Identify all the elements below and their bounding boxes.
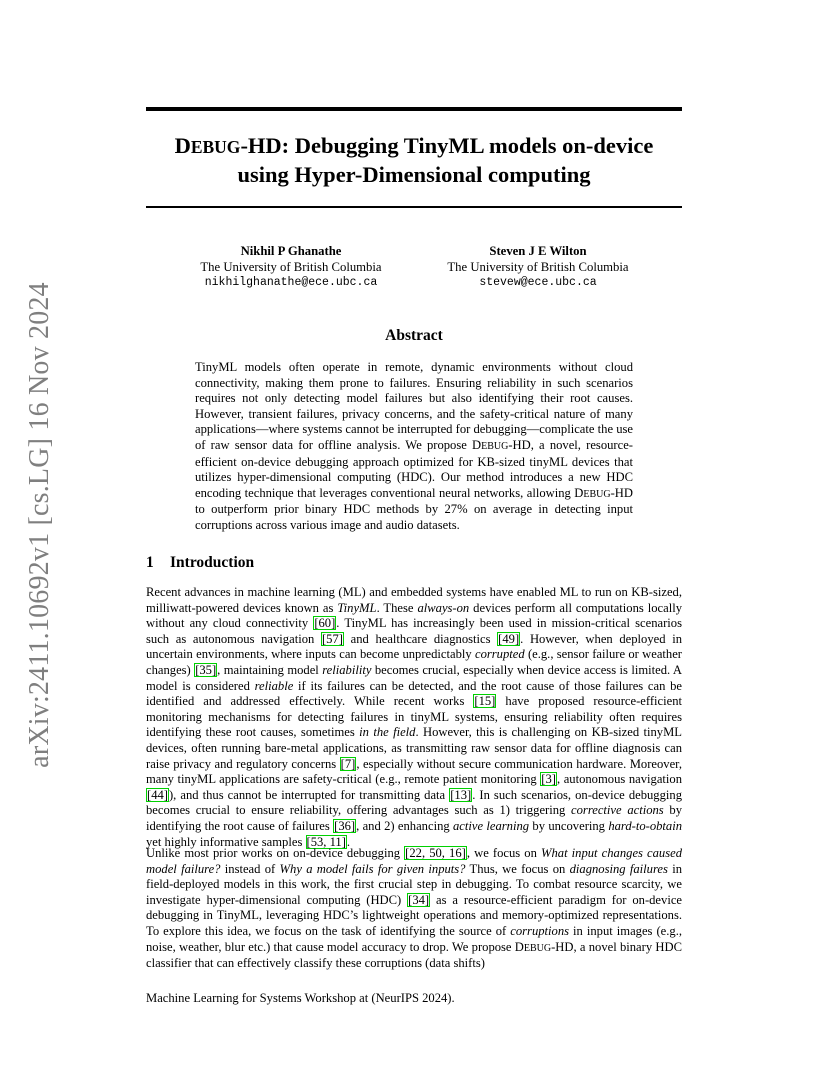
author-email[interactable]: nikhilghanathe@ece.ubc.ca [204,276,378,289]
section-title: Introduction [170,554,255,571]
citation-link[interactable]: [49] [498,631,520,646]
title-smallcaps: EBUG [190,137,241,157]
author-name: Steven J E Wilton [489,244,587,258]
title-line1: -HD: Debugging TinyML models on-device [240,133,654,158]
section-heading [146,554,254,572]
citation-link[interactable]: [53, 11] [306,834,346,849]
author-email[interactable]: stevew@ece.ubc.ca [479,276,597,289]
footer-note: Machine Learning for Systems Workshop at (NeurIPS 2024). [146,991,455,1005]
citation-link[interactable]: [3] [541,772,556,787]
citation-link[interactable]: [60] [314,616,336,631]
author-affiliation: The University of British Columbia [200,260,382,274]
citation-link[interactable]: [7] [340,756,356,771]
citation-link[interactable]: [13] [450,787,472,802]
intro-paragraph-2: Unlike most prior works on on-device debugging [22, 50, 16], we focus on What input changes caused model failure? instead of Why a model fails for given inputs? Thus, we focus on diagnosing failures in field-deployed models in this work, the first crucial step in debugging. To combat resource scarcity, we investigate hyper-dimensional computing (HDC) [34] as a resource-efficient paradigm for on-device debugging in TinyML, leveraging HDC’s lightweight operations and memory-optimized representations. To explore this idea, we focus on the task of identifying the source of corruptions in input images (e.g., noise, weather, blur etc.) that cause model accuracy to drop. We propose DEBUG-HD, a novel binary HDC classifier that can effectively classify these corruptions (data shifts) [146,846,683,971]
citation-link[interactable]: [34] [408,892,430,907]
author-1 [166,243,416,291]
citation-link[interactable]: [35] [195,662,217,677]
abstract-heading: Abstract [385,327,443,344]
citation-link[interactable]: [44] [147,787,168,802]
abstract-text: TinyML models often operate in remote, dynamic environments without cloud connectivity, making them prone to failures. Ensuring reliability in such scenarios requires not only detecting model failures but also identifying their root causes. However, transient failures, privacy concerns, and the safety-critical nature of many applications—where systems cannot be interrupted for debugging—complicate the use of raw sensor data for offline analysis. We propose DEBUG-HD, a novel, resource-efficient on-device debugging approach optimized for KB-sized tinyML devices that utilizes hyper-dimensional computing (HDC). Our method introduces a new HDC encoding technique that leverages conventional neural networks, allowing DEBUG-HD to outperform prior binary HDC methods by 27% on average in detecting input corruptions across various image and audio datasets. [195,360,633,532]
section-number: 1 [146,554,154,571]
citation-link[interactable]: [15] [474,694,496,709]
title-line2: using Hyper-Dimensional computing [237,162,591,187]
author-name: Nikhil P Ghanathe [240,244,342,258]
author-affiliation: The University of British Columbia [447,260,629,274]
arxiv-stamp-text: arXiv:2411.10692v1 [cs.LG] 16 Nov 2024 [24,282,55,768]
title-top-rule [146,107,682,111]
citation-link[interactable]: [36] [334,818,356,833]
intro-paragraph-1: Recent advances in machine learning (ML) and embedded systems have enabled ML to run on KB-sized, milliwatt-powered devices known as TinyML. These always-on devices perform all computations locally without any cloud connectivity [60]. TinyML has increasingly been used in mission-critical scenarios such as autonomous navigation [57] and healthcare diagnostics [49]. However, when deployed in uncertain environments, where inputs can become unpredictably corrupted (e.g., sensor failure or weather changes) [35], maintaining model reliability becomes crucial, especially when device access is limited. A model is considered reliable if its failures can be detected, and the root cause of those failures can be identified and addressed effectively. While recent works [15] have proposed resource-efficient monitoring mechanisms for detecting failures in tinyML systems, ensuring reliability often requires identifying these root causes, sometimes in the field. However, this is challenging on KB-sized tinyML devices, often running bare-metal applications, as transmitting raw sensor data for offline diagnosis can raise privacy and regulatory concerns [7], especially without secure communication hardware. Moreover, many tinyML applications are safety-critical (e.g., remote patient monitoring [3], autonomous navigation [44]), and thus cannot be interrupted for transmitting data [13]. In such scenarios, on-device debugging becomes crucial to ensure reliability, offering advantages such as 1) triggering corrective actions by identifying the root cause of failures [36], and 2) enhancing active learning by uncovering hard-to-obtain yet highly informative samples [53, 11]. [146,585,683,849]
citation-link[interactable]: [22, 50, 16] [405,846,466,860]
author-2 [413,243,663,291]
paper-title [146,132,682,189]
title-bottom-rule [146,206,682,208]
citation-link[interactable]: [57] [321,631,343,646]
title-initial: D [174,133,191,158]
